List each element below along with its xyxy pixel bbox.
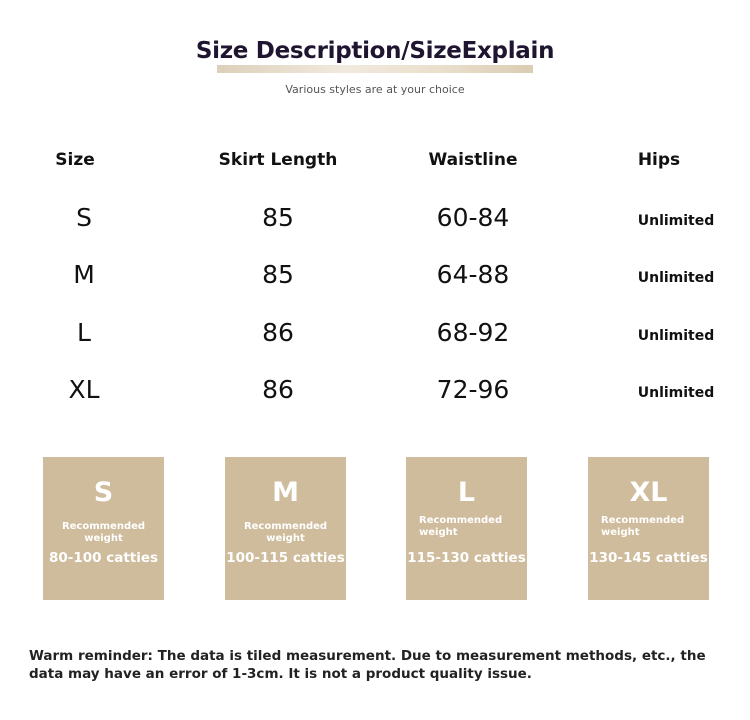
row-hips: Unlimited bbox=[637, 328, 715, 344]
row-waistline: 68-92 bbox=[436, 318, 510, 347]
table-row bbox=[0, 260, 750, 300]
row-hips: Unlimited bbox=[637, 213, 715, 229]
card-label: Recommended weight bbox=[419, 515, 503, 538]
row-waistline: 72-96 bbox=[436, 375, 510, 404]
card-label: Recommended weight bbox=[61, 521, 146, 544]
card-label: Recommended weight bbox=[601, 515, 685, 538]
table-header-waistline: Waistline bbox=[428, 150, 518, 170]
weight-card-l bbox=[406, 457, 527, 600]
page-title: Size Description/SizeExplain bbox=[195, 38, 555, 64]
card-weight: 115-130 catties bbox=[407, 550, 526, 566]
row-size: XL bbox=[68, 375, 100, 404]
table-header-hips: Hips bbox=[637, 150, 681, 170]
card-weight: 80-100 catties bbox=[48, 550, 159, 566]
row-skirt-length: 85 bbox=[262, 260, 294, 289]
weight-card-m bbox=[225, 457, 346, 600]
weight-card-xl bbox=[588, 457, 709, 600]
row-size: S bbox=[76, 203, 92, 232]
table-header-size: Size bbox=[55, 150, 95, 170]
card-size: L bbox=[457, 477, 476, 508]
row-size: L bbox=[77, 318, 91, 347]
card-label: Recommended weight bbox=[243, 521, 328, 544]
row-skirt-length: 86 bbox=[262, 375, 294, 404]
row-skirt-length: 85 bbox=[262, 203, 294, 232]
title-underline bbox=[217, 65, 533, 73]
weight-card-s bbox=[43, 457, 164, 600]
row-hips: Unlimited bbox=[637, 270, 715, 286]
table-header-skirt-length: Skirt Length bbox=[218, 150, 338, 170]
row-waistline: 60-84 bbox=[436, 203, 510, 232]
table-row bbox=[0, 375, 750, 415]
row-skirt-length: 86 bbox=[262, 318, 294, 347]
page-subtitle: Various styles are at your choice bbox=[285, 83, 465, 96]
row-size: M bbox=[73, 260, 95, 289]
card-size: M bbox=[272, 477, 299, 508]
card-size: XL bbox=[629, 477, 668, 508]
card-weight: 130-145 catties bbox=[589, 550, 708, 566]
row-waistline: 64-88 bbox=[436, 260, 510, 289]
table-row bbox=[0, 318, 750, 358]
row-hips: Unlimited bbox=[637, 385, 715, 401]
card-weight: 100-115 catties bbox=[226, 550, 345, 566]
card-size: S bbox=[93, 477, 114, 508]
table-row bbox=[0, 203, 750, 243]
warm-reminder-note: Warm reminder: The data is tiled measurement. Due to measurement methods, etc., the data may have an error of 1-3cm. It is not a product quality issue. bbox=[29, 648, 706, 682]
